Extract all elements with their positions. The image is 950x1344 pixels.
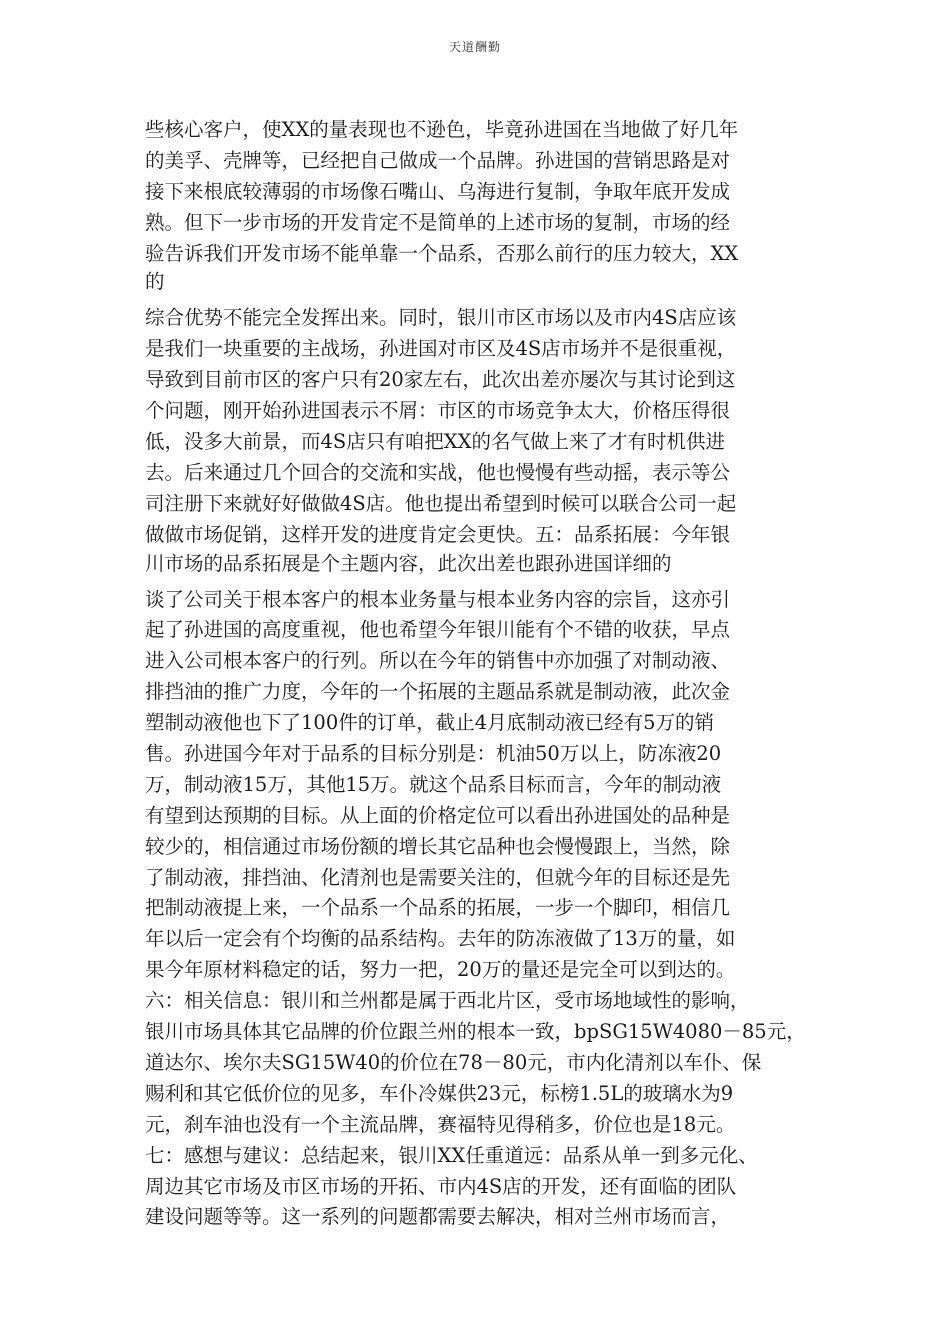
text-line: 谈了公司关于根本客户的根本业务量与根本业务内容的宗旨，这亦引 [145, 587, 731, 611]
text-line: 建设问题等等。这一系列的问题都需要去解决，相对兰州市场而言， [145, 1205, 731, 1229]
text-line: 有望到达预期的目标。从上面的价格定位可以看出孙进国处的品种是 [145, 803, 731, 827]
text-line: 起了孙进国的高度重视，他也希望今年银川能有个不错的收获，早点 [145, 618, 731, 642]
text-line: 周边其它市场及市区市场的开拓、市内4S店的开发，还有面临的团队 [145, 1174, 737, 1198]
text-line: 司注册下来就好好做做4S店。他也提出希望到时候可以联合公司一起 [145, 491, 737, 515]
paragraph-gap [145, 577, 835, 585]
text-line: 银川市场具体其它品牌的价位跟兰州的根本一致，bpSG15W4080－85元， [145, 1020, 806, 1044]
text-line: 个问题，刚开始孙进国表示不屑：市区的市场竞争太大，价格压得很 [145, 399, 731, 423]
page-header: 天道酬勤 [448, 40, 501, 54]
text-line: 万，制动液15万，其他15万。就这个品系目标而言，今年的制动液 [145, 772, 722, 796]
text-line: 接下来根底较薄弱的市场像石嘴山、乌海进行复制，争取年底开发成 [145, 179, 731, 203]
text-line: 些核心客户，使XX的量表现也不逊色，毕竟孙进国在当地做了好几年 [145, 118, 739, 141]
text-line: 售。孙进国今年对于品系的目标分别是：机油50万以上，防冻液20 [145, 742, 722, 766]
text-line: 导致到目前市区的客户只有20家左右，此次出差亦屡次与其讨论到这 [145, 368, 736, 392]
document-body [145, 115, 835, 1233]
text-line: 把制动液提上来，一个品系一个品系的拓展，一步一个脚印，相信几 [145, 896, 731, 920]
text-line: 熟。但下一步市场的开发肯定不是简单的上述市场的复制，市场的经 [145, 210, 731, 234]
text-line: 的美孚、壳牌等，已经把自己做成一个品牌。孙进国的营销思路是对 [145, 148, 731, 172]
text-line: 川市场的品系拓展是个主题内容，此次出差也跟孙进国详细的 [145, 551, 672, 575]
text-line: 元，刹车油也没有一个主流品牌，赛福特见得稍多，价位也是18元。 [145, 1112, 736, 1136]
text-line: 赐利和其它低价位的见多，车仆冷媒供23元，标榜1.5L的玻璃水为9 [145, 1081, 734, 1105]
text-line: 果今年原材料稳定的话，努力一把，20万的量还是完全可以到达的。 [145, 958, 736, 982]
text-line: 验告诉我们开发市场不能单靠一个品系，否那么前行的压力较大，XX [145, 241, 739, 265]
text-line: 去。后来通过几个回合的交流和实战，他也慢慢有些动摇，表示等公 [145, 460, 731, 484]
text-line: 综合优势不能完全发挥出来。同时，银川市区市场以及市内4S店应该 [145, 306, 737, 330]
text-line: 六：相关信息：银川和兰州都是属于西北片区，受市场地域性的影响， [145, 989, 750, 1013]
text-line: 是我们一块重要的主战场，孙进国对市区及4S店市场并不是很重视， [145, 337, 737, 361]
paragraph-gap [145, 295, 835, 303]
text-line: 的 [145, 270, 165, 294]
text-line: 七：感想与建议：总结起来，银川XX任重道远：品系从单一到多元化、 [145, 1143, 758, 1167]
text-line: 较少的，相信通过市场份额的增长其它品种也会慢慢跟上，当然，除 [145, 834, 731, 858]
text-line: 低，没多大前景，而4S店只有咱把XX的名气做上来了才有时机供进 [145, 430, 726, 454]
text-line: 进入公司根本客户的行列。所以在今年的销售中亦加强了对制动液、 [145, 649, 731, 673]
text-line: 了制动液，排挡油、化清剂也是需要关注的，但就今年的目标还是先 [145, 865, 731, 889]
text-line: 道达尔、埃尔夫SG15W40的价位在78－80元，市内化清剂以车仆、保 [145, 1050, 762, 1074]
text-line: 年以后一定会有个均衡的品系结构。去年的防冻液做了13万的量，如 [145, 927, 736, 951]
text-line: 做做市场促销，这样开发的进度肯定会更快。五：品系拓展：今年银 [145, 522, 731, 546]
text-line: 排挡油的推广力度，今年的一个拓展的主题品系就是制动液，此次金 [145, 680, 731, 704]
text-line: 塑制动液他也下了100件的订单，截止4月底制动液已经有5万的销 [145, 711, 715, 735]
